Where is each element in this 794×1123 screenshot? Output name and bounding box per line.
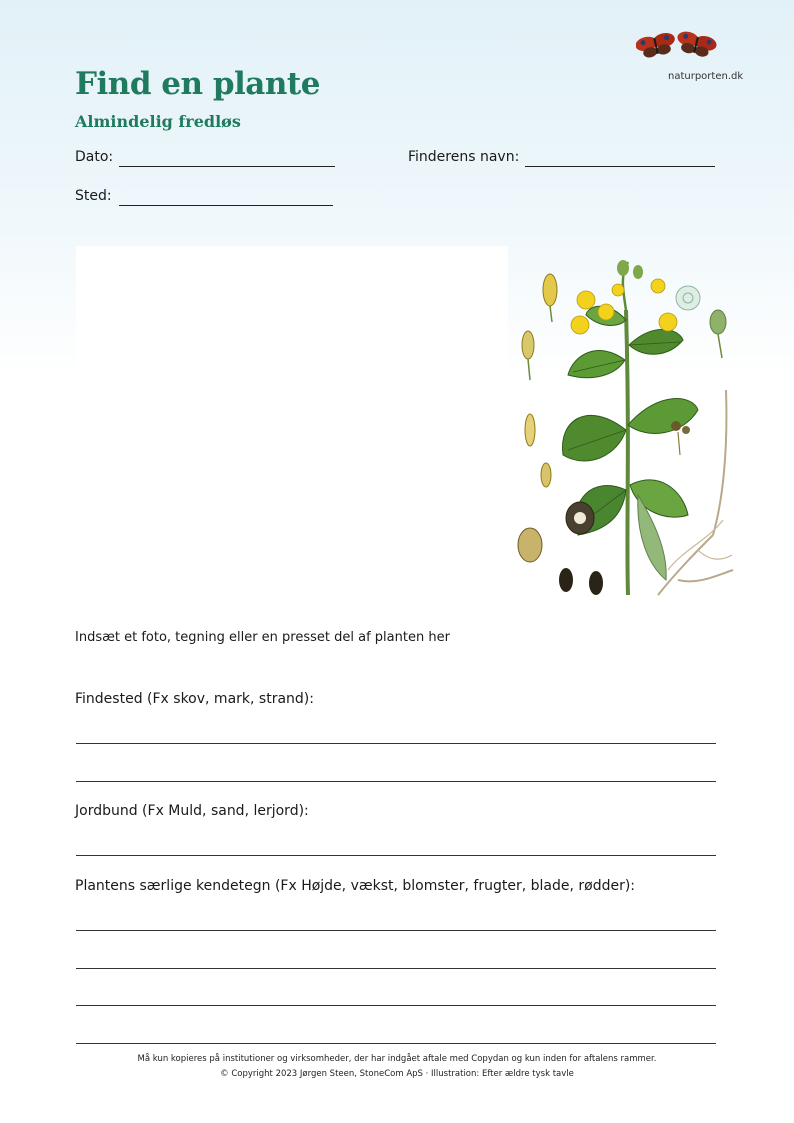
- page-title: Find en plante: [75, 66, 320, 102]
- site-name: naturporten.dk: [668, 71, 744, 82]
- photo-box[interactable]: [76, 246, 508, 601]
- finder-name-field[interactable]: [525, 166, 715, 167]
- features-answer-line-1[interactable]: [76, 930, 716, 931]
- footer-copy-notice: Må kun kopieres på institutioner og virksomheder, der har indgået aftale med Copydan og kun inden for aftalens rammer.: [137, 1054, 657, 1064]
- plant-name: Almindelig fredløs: [75, 112, 241, 131]
- footer-copyright: © Copyright 2023 Jørgen Steen, StoneCom ApS · Illustration: Efter ældre tysk tavle: [220, 1069, 574, 1079]
- features-answer-line-3[interactable]: [76, 1005, 716, 1006]
- place-field[interactable]: [119, 205, 333, 206]
- features-question: Plantens særlige kendetegn (Fx Højde, vækst, blomster, frugter, blade, rødder):: [75, 878, 636, 894]
- location-answer-line-1[interactable]: [76, 743, 716, 744]
- finder-name-label: Finderens navn:: [408, 149, 520, 165]
- plant-illustration: [508, 250, 742, 602]
- features-answer-line-4[interactable]: [76, 1043, 716, 1044]
- place-label: Sted:: [75, 188, 112, 204]
- soil-question: Jordbund (Fx Muld, sand, lerjord):: [75, 803, 309, 819]
- butterfly-logo-icon: [636, 28, 718, 62]
- location-question: Findested (Fx skov, mark, strand):: [75, 691, 314, 707]
- date-field[interactable]: [119, 166, 335, 167]
- location-answer-line-2[interactable]: [76, 781, 716, 782]
- date-label: Dato:: [75, 149, 114, 165]
- features-answer-line-2[interactable]: [76, 968, 716, 969]
- soil-answer-line[interactable]: [76, 855, 716, 856]
- photo-instruction: Indsæt et foto, tegning eller en presset del af planten her: [75, 630, 450, 645]
